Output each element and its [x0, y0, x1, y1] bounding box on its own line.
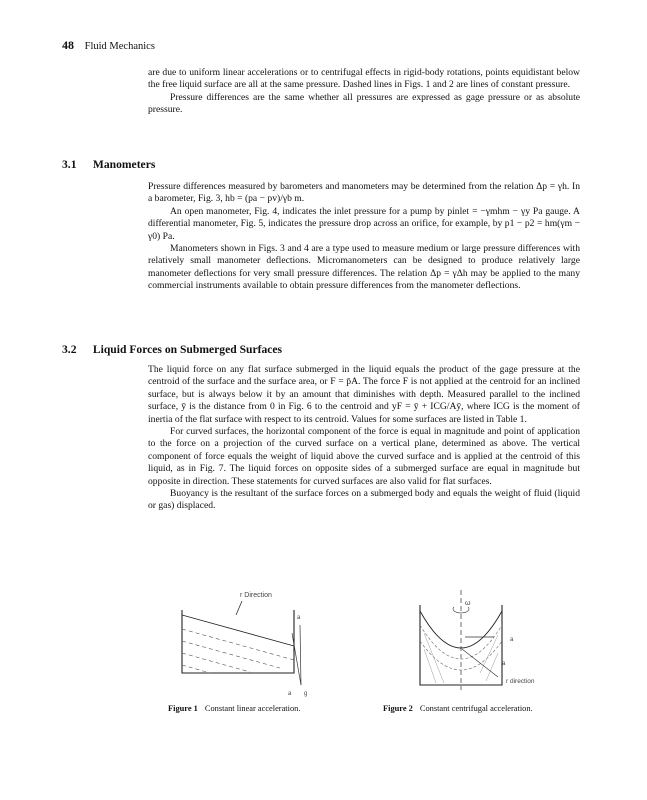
intro-paragraph-2: Pressure differences are the same whether all pressures are expressed as gage pressure or as absolute pressure.: [148, 91, 580, 116]
constant-pressure-line: [182, 641, 280, 668]
r-direction-label: r direction: [506, 678, 535, 685]
figure-2-diagram: [410, 585, 580, 700]
page-number: 48: [62, 38, 74, 52]
figure-2-label: Figure 2: [383, 704, 413, 713]
ar-label: a: [510, 637, 514, 643]
constant-pressure-line: [182, 629, 294, 660]
paragraph: An open manometer, Fig. 4, indicates the inlet pressure for a pump by pinlet = −γmhm − γy Pa gauge. A differential manometer, Fig. 5, indicates the pressure drop across an orifice, for example, by p1 − p2 = hm(γm − γ0) Pa.: [148, 205, 580, 242]
running-header: [62, 38, 155, 53]
paragraph: For curved surfaces, the horizontal component of the force is equal in magnitude and point of application to the force on a projection of the curved surface on a vertical plane, determined as above. The vertical component of force equals the weight of liquid above the curved surface and is applied at the centroid of this liquid, as in Fig. 7. The liquid forces on opposite sides of a submerged surface are equal in magnitude but opposite in direction. These statements for curved surfaces are also valid for flat surfaces.: [148, 426, 580, 487]
liquid-hatch: [480, 635, 498, 673]
paragraph: The liquid force on any flat surface submerged in the liquid equals the product of the gage pressure at the centroid of the surface and the surface area, or F = p̄A. The force F is not applied at the centroid for an inclined surface, but is always below it by an amount that diminishes with depth. Measured parallel to the inclined surface, ȳ is the distance from 0 in Fig. 6 to the centroid and yF = ȳ + ICG/Aȳ, where ICG is the moment of inertia of the flat surface with respect to its centroid. Values for some surfaces are listed in Table 1.: [148, 364, 580, 425]
direction-arrow: [236, 601, 242, 615]
section-title: Manometers: [92, 158, 156, 171]
free-surface: [182, 615, 294, 646]
constant-pressure-line: [182, 653, 250, 672]
a-label: a: [288, 691, 292, 697]
a-label: a: [502, 661, 506, 667]
figure-1-diagram: [170, 585, 340, 700]
constant-pressure-line: [182, 665, 210, 673]
section-3-2-text: [148, 364, 580, 513]
section-number: 3.2: [62, 343, 77, 356]
liquid-hatch: [424, 649, 436, 683]
figure-1-caption-text: Constant linear acceleration.: [204, 704, 301, 713]
ay-label: a: [297, 615, 301, 621]
omega-label: ω: [465, 600, 471, 607]
figure-1-label: Figure 1: [168, 704, 198, 713]
section-title: Liquid Forces on Submerged Surfaces: [92, 343, 283, 356]
resultant-arrow: [300, 625, 301, 685]
paragraph: Pressure differences measured by barometers and manometers may be determined from the relation Δp = γh. In a barometer, Fig. 3, hb = (pa − pv)/γb m.: [148, 181, 580, 205]
section-heading-3-1: [62, 158, 155, 171]
section-number: 3.1: [62, 158, 77, 171]
intro-text: [148, 67, 580, 117]
section-heading-3-2: [62, 343, 282, 356]
running-title: Fluid Mechanics: [84, 41, 155, 52]
paragraph: Manometers shown in Figs. 3 and 4 are a type used to measure medium or large pressure differences with relatively small manometer deflections. Micromanometers can be designed to produce relatively large manometer deflections for very small pressure differences. The relation Δp = γΔh may be applied to the many commercial instruments available to obtain pressure differences from the manometer deflections.: [148, 243, 580, 292]
figure-1-caption: [168, 704, 300, 713]
gravity-arrow: [292, 633, 301, 685]
section-3-1-text: [148, 181, 580, 293]
figure-2-caption: [383, 704, 533, 713]
intro-paragraph-1: are due to uniform linear accelerations or to centrifugal effects in rigid-body rotations, points equidistant below the free liquid surface are all at the same pressure. Dashed lines in Figs. 1 and 2 are lines of constant pressure.: [148, 67, 580, 91]
figure-2-caption-text: Constant centrifugal acceleration.: [419, 704, 533, 713]
figure-1-direction-label: r Direction: [240, 592, 272, 599]
paragraph: Buoyancy is the resultant of the surface forces on a submerged body and equals the weight of fluid (liquid or gas) displaced.: [148, 488, 580, 512]
g-label: g: [304, 691, 308, 697]
